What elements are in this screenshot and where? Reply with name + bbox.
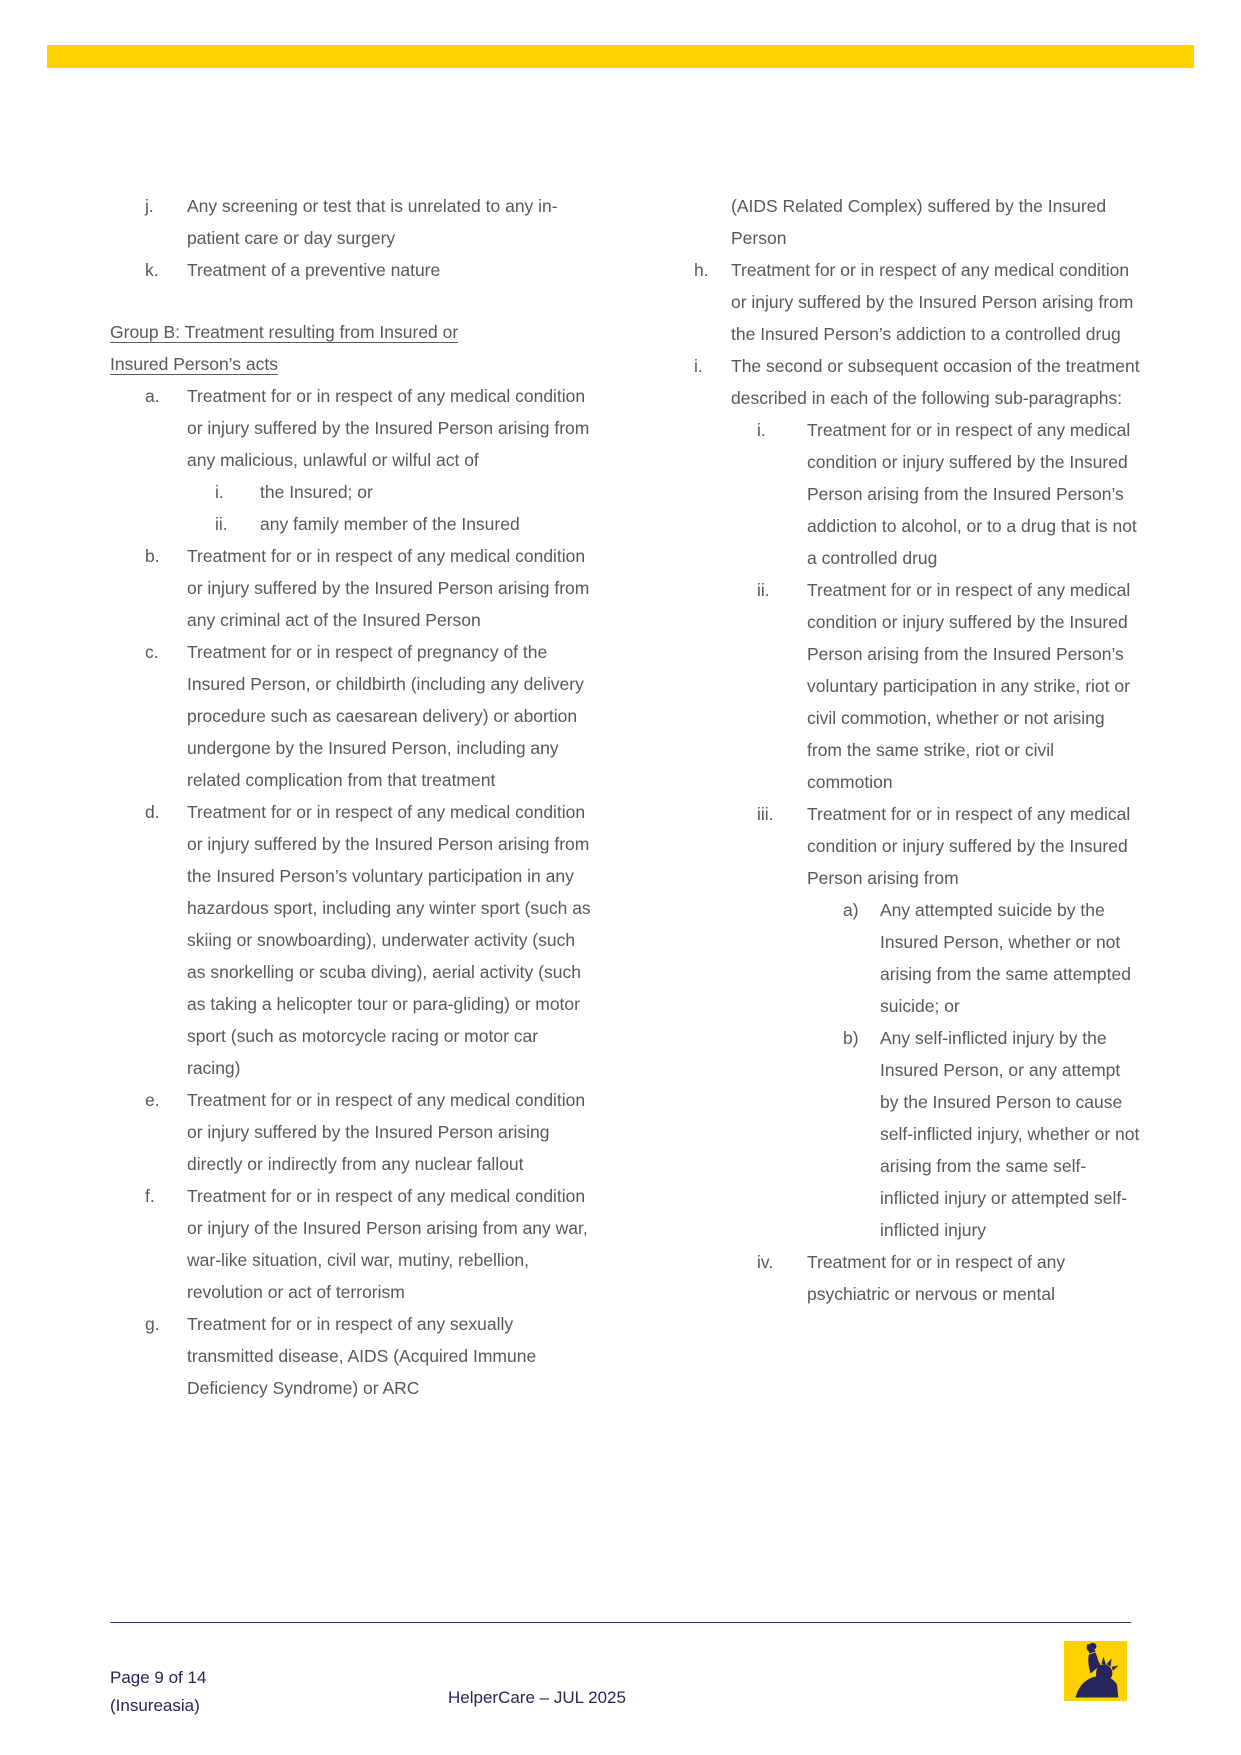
left-column (110, 190, 592, 1404)
page-number: Page 9 of 14 (110, 1668, 207, 1687)
list-marker: ii. (757, 580, 770, 600)
list-marker: iii. (757, 804, 774, 824)
list-marker: h. (694, 260, 709, 280)
list-marker: i. (215, 482, 224, 502)
list-marker: a) (843, 900, 859, 920)
list-item (110, 540, 592, 636)
list-item-text: Treatment for or in respect of any medical condition or injury suffered by the Insured Person arising from the Insured Person’s addiction to a controlled drug (731, 260, 1134, 344)
list-marker: b) (843, 1028, 859, 1048)
list-marker: i. (757, 420, 766, 440)
list-item-text: Treatment for or in respect of any medical condition or injury suffered by the Insured Person arising from the Insured Person’s voluntary participation in any strike, riot or civil commotion, whether or not arising from the same strike, riot or civil commotion (807, 580, 1131, 792)
list-marker: j. (145, 196, 154, 216)
list-marker: iv. (757, 1252, 774, 1272)
list-item (110, 636, 592, 796)
list-marker: c. (145, 642, 159, 662)
list-marker: b. (145, 546, 160, 566)
list-item-text: Treatment for or in respect of any medical condition or injury suffered by the Insured Person arising from (807, 804, 1131, 888)
list-item-text: Treatment for or in respect of any medical condition or injury suffered by the Insured Person arising directly or indirectly from any nuclear fallout (187, 1090, 586, 1174)
list-item-text: any family member of the Insured (260, 514, 520, 534)
list-marker: k. (145, 260, 159, 280)
list-marker: d. (145, 802, 160, 822)
list-item-text: Treatment of a preventive nature (187, 260, 441, 280)
list-subitem (110, 508, 592, 540)
list-item-text: Any attempted suicide by the Insured Person, whether or not arising from the same attempted suicide; or (880, 900, 1131, 1016)
list-item-text: the Insured; or (260, 482, 373, 502)
section-heading (110, 316, 592, 380)
liberty-logo (1064, 1641, 1127, 1701)
list-subitem (694, 574, 1140, 798)
footer-page-info (110, 1664, 206, 1720)
list-item-text: Any screening or test that is unrelated to any in-patient care or day surgery (187, 196, 558, 248)
list-item-text: Treatment for or in respect of any sexually transmitted disease, AIDS (Acquired Immune Deficiency Syndrome) or ARC (187, 1314, 537, 1398)
list-subitem (694, 414, 1140, 574)
list-marker: e. (145, 1090, 160, 1110)
brand-name: (Insureasia) (110, 1696, 200, 1715)
list-marker: a. (145, 386, 160, 406)
list-item (110, 1084, 592, 1180)
list-item-text: The second or subsequent occasion of the treatment described in each of the following sub-paragraphs: (731, 356, 1140, 408)
list-item (110, 1180, 592, 1308)
list-subsubitem (694, 894, 1140, 1022)
list-item-text: Treatment for or in respect of any medical condition or injury suffered by the Insured Person arising from any malicious, unlawful or wilful act of (187, 386, 590, 470)
list-item-text: Treatment for or in respect of any medical condition or injury suffered by the Insured Person arising from any criminal act of the Insured Person (187, 546, 590, 630)
list-marker: f. (145, 1186, 155, 1206)
list-subitem (694, 798, 1140, 894)
list-item (110, 254, 592, 286)
list-item-text: Treatment for or in respect of any psychiatric or nervous or mental (807, 1252, 1066, 1304)
list-marker: i. (694, 356, 703, 376)
list-item-text: Treatment for or in respect of any medical condition or injury of the Insured Person arising from any war, war-like situation, civil war, mutiny, rebellion, revolution or act of terrorism (187, 1186, 588, 1302)
list-item-text: Treatment for or in respect of pregnancy of the Insured Person, or childbirth (including any delivery procedure such as caesarean delivery) or abortion undergone by the Insured Person, including any related complication from that treatment (187, 642, 584, 790)
list-item (110, 190, 592, 254)
list-subitem (110, 476, 592, 508)
footer-doc-title: HelperCare – JUL 2025 (448, 1688, 626, 1707)
list-item-text: Treatment for or in respect of any medical condition or injury suffered by the Insured Person arising from the Insured Person’s addiction to alcohol, or to a drug that is not a controlled drug (807, 420, 1137, 568)
list-item (110, 380, 592, 476)
section-heading-line: Group B: Treatment resulting from Insured or (110, 322, 459, 342)
list-item-text: Any self-inflicted injury by the Insured Person, or any attempt by the Insured Person to cause self-inflicted injury, whether or not arising from the same self-inflicted injury or attempted self-inflicted injury (880, 1028, 1140, 1240)
footer-divider (110, 1622, 1131, 1623)
top-accent-bar (47, 45, 1194, 68)
list-item-text: Treatment for or in respect of any medical condition or injury suffered by the Insured Person arising from the Insured Person’s voluntary participation in any hazardous sport, including any winter sport (such as skiing or snowboarding), underwater activity (such as snorkelling or scuba diving), aerial activity (such as taking a helicopter tour or para-gliding) or motor sport (such as motorcycle racing or motor car racing) (187, 802, 591, 1078)
section-heading-line: Insured Person’s acts (110, 354, 278, 374)
right-column (694, 190, 1140, 1310)
list-item (110, 796, 592, 1084)
list-subsubitem (694, 1022, 1140, 1246)
continuation-text: (AIDS Related Complex) suffered by the Insured Person (731, 196, 1107, 248)
list-marker: ii. (215, 514, 228, 534)
list-item (110, 1308, 592, 1404)
list-marker: g. (145, 1314, 160, 1334)
list-item (694, 350, 1140, 414)
list-subitem (694, 1246, 1140, 1310)
list-item (694, 254, 1140, 350)
